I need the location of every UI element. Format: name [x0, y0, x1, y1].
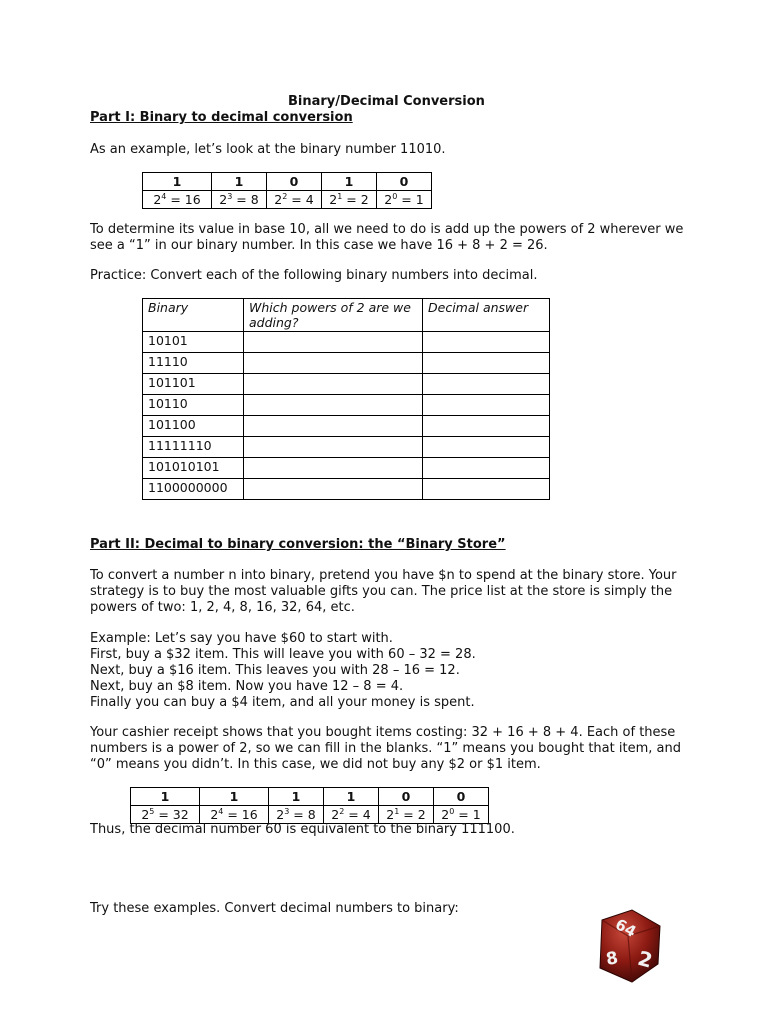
- bit-cell: 1: [212, 173, 267, 191]
- part2-heading: Part II: Decimal to binary conversion: the “Binary Store”: [90, 537, 506, 552]
- example-line: Example: Let’s say you have $60 to start with.: [90, 631, 393, 646]
- decimal-answer-cell[interactable]: [423, 353, 550, 374]
- example-line: Next, buy an $8 item. Now you have 12 – 8 = 4.: [90, 679, 404, 694]
- decimal-answer-cell[interactable]: [423, 395, 550, 416]
- bit-cell: 1: [324, 788, 379, 806]
- powers-answer-cell[interactable]: [244, 374, 423, 395]
- practice-row: [143, 395, 550, 416]
- part1-explain-line2: see a “1” in our binary number. In this case we have 16 + 8 + 2 = 26.: [90, 238, 548, 253]
- bits-row: [131, 788, 489, 806]
- powers-answer-cell[interactable]: [244, 458, 423, 479]
- power-cell: $2^0 = 1$: [434, 806, 489, 824]
- practice-row: [143, 332, 550, 353]
- decimal-answer-cell[interactable]: [423, 332, 550, 353]
- example-line: First, buy a $32 item. This will leave you with 60 – 32 = 28.: [90, 647, 476, 662]
- bit-cell: 1: [269, 788, 324, 806]
- decimal-answer-cell[interactable]: [423, 458, 550, 479]
- binary-value: 101010101: [143, 458, 244, 479]
- powers-answer-cell[interactable]: [244, 416, 423, 437]
- power-cell: $2^3 = 8$: [212, 191, 267, 209]
- receipt-line: “0” means you didn’t. In this case, we did not buy any $2 or $1 item.: [90, 757, 541, 772]
- binary-value: 11110: [143, 353, 244, 374]
- decimal-answer-cell[interactable]: [423, 479, 550, 500]
- receipt-line: numbers is a power of 2, so we can fill in the blanks. “1” means you bought that item, and: [90, 741, 681, 756]
- binary-value: 11111110: [143, 437, 244, 458]
- binary-value: 1100000000: [143, 479, 244, 500]
- powers-answer-cell[interactable]: [244, 332, 423, 353]
- power-cell: $2^2 = 4$: [267, 191, 322, 209]
- power-cell: $2^1 = 2$: [322, 191, 377, 209]
- binary-value: 101100: [143, 416, 244, 437]
- example-line: Next, buy a $16 item. This leaves you with 28 – 16 = 12.: [90, 663, 460, 678]
- part1-heading: Part I: Binary to decimal conversion: [90, 110, 353, 125]
- dice-image: [592, 906, 664, 984]
- try-prompt: Try these examples. Convert decimal numbers to binary:: [90, 901, 459, 916]
- example-line: Finally you can buy a $4 item, and all your money is spent.: [90, 695, 475, 710]
- practice-row: [143, 437, 550, 458]
- powers-answer-cell[interactable]: [244, 437, 423, 458]
- practice-prompt: Practice: Convert each of the following binary numbers into decimal.: [90, 268, 538, 283]
- powers-answer-cell[interactable]: [244, 395, 423, 416]
- page-title: Binary/Decimal Conversion: [288, 94, 485, 109]
- dice-label-side1: 8: [604, 948, 620, 970]
- part2-conclusion: Thus, the decimal number 60 is equivalent to the binary 111100.: [90, 822, 515, 837]
- practice-row: [143, 479, 550, 500]
- decimal-answer-cell[interactable]: [423, 437, 550, 458]
- bit-cell: 1: [143, 173, 212, 191]
- part1-example-table: [142, 172, 432, 209]
- bit-cell: 0: [379, 788, 434, 806]
- binary-value: 10101: [143, 332, 244, 353]
- bit-cell: 1: [131, 788, 200, 806]
- powers-row: [131, 806, 489, 824]
- bits-row: [143, 173, 432, 191]
- bit-cell: 1: [200, 788, 269, 806]
- decimal-answer-cell[interactable]: [423, 416, 550, 437]
- practice-row: [143, 353, 550, 374]
- binary-value: 10110: [143, 395, 244, 416]
- power-cell: $2^4 = 16$: [143, 191, 212, 209]
- bit-cell: 0: [267, 173, 322, 191]
- dice-label-side2: 2: [635, 945, 656, 973]
- part2-para-line: To convert a number n into binary, pretend you have $n to spend at the binary store. Your: [90, 568, 677, 583]
- practice-row: [143, 374, 550, 395]
- power-cell: $2^0 = 1$: [377, 191, 432, 209]
- bit-cell: 0: [377, 173, 432, 191]
- powers-answer-cell[interactable]: [244, 353, 423, 374]
- part1-explain-line1: To determine its value in base 10, all we need to do is add up the powers of 2 wherever we: [90, 222, 684, 237]
- powers-row: [143, 191, 432, 209]
- part2-para-line: powers of two: 1, 2, 4, 8, 16, 32, 64, etc.: [90, 600, 355, 615]
- practice-header-row: [143, 299, 550, 332]
- part1-intro: As an example, let’s look at the binary number 11010.: [90, 142, 446, 157]
- power-cell: $2^5 = 32$: [131, 806, 200, 824]
- binary-value: 101101: [143, 374, 244, 395]
- power-cell: $2^1 = 2$: [379, 806, 434, 824]
- header-decimal: Decimal answer: [423, 299, 550, 332]
- receipt-line: Your cashier receipt shows that you bought items costing: 32 + 16 + 8 + 4. Each of these: [90, 725, 676, 740]
- part2-example-table: [130, 787, 489, 824]
- power-cell: $2^2 = 4$: [324, 806, 379, 824]
- power-cell: $2^3 = 8$: [269, 806, 324, 824]
- decimal-answer-cell[interactable]: [423, 374, 550, 395]
- bit-cell: 0: [434, 788, 489, 806]
- practice-row: [143, 458, 550, 479]
- dice-label-top: 64: [612, 915, 640, 941]
- power-cell: $2^4 = 16$: [200, 806, 269, 824]
- header-binary: Binary: [143, 299, 244, 332]
- header-powers: Which powers of 2 are we adding?: [244, 299, 423, 332]
- part2-para-line: strategy is to buy the most valuable gifts you can. The price list at the store is simply the: [90, 584, 673, 599]
- bit-cell: 1: [322, 173, 377, 191]
- powers-answer-cell[interactable]: [244, 479, 423, 500]
- practice-row: [143, 416, 550, 437]
- practice-table: [142, 298, 550, 500]
